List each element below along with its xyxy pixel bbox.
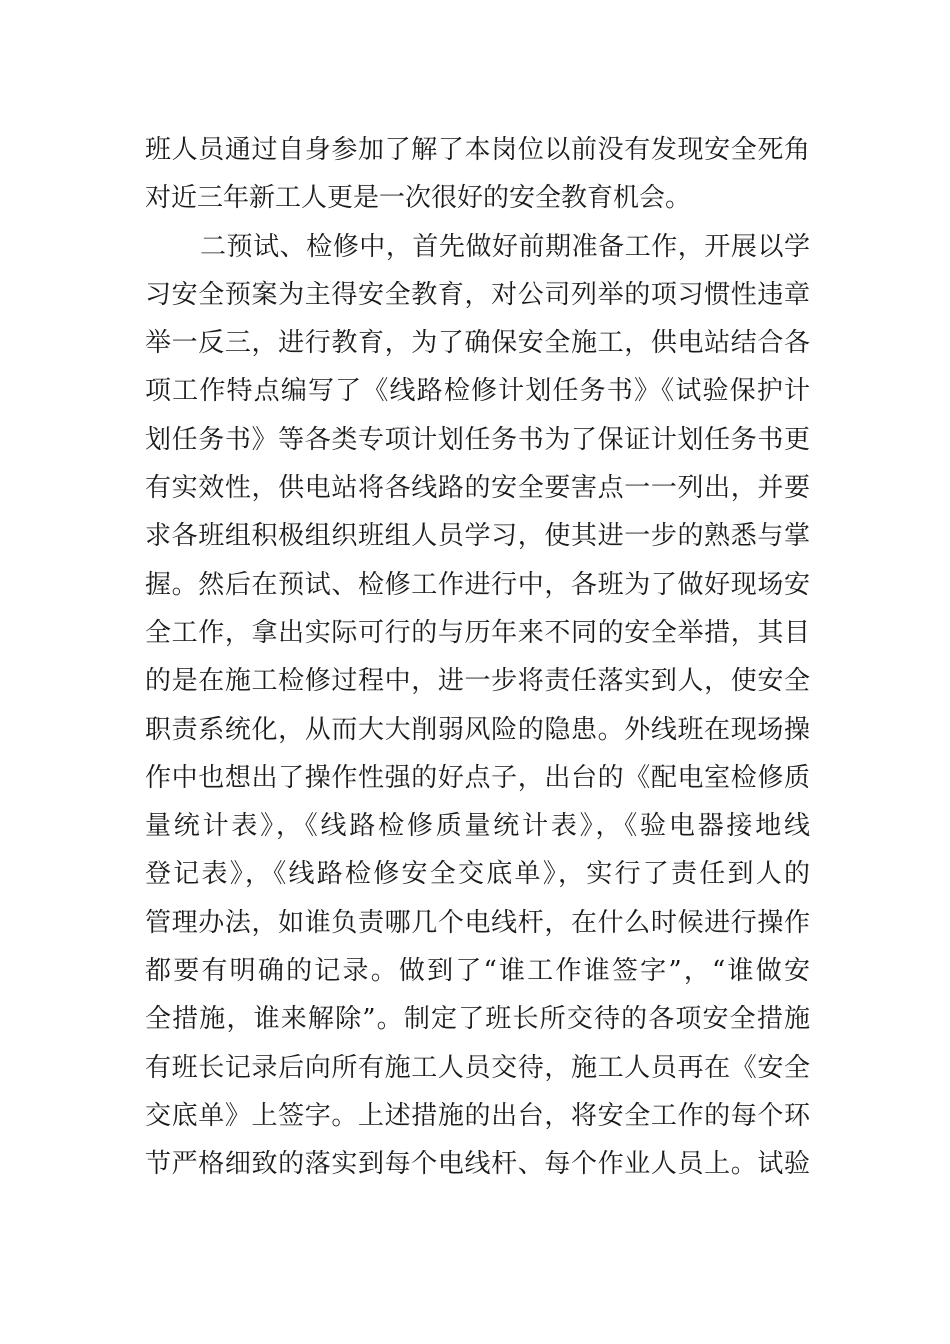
text-line: 交底单》上签字。上述措施的出台，将安全工作的每个环: [145, 1100, 810, 1131]
text-line: 习安全预案为主得安全教育，对公司列举的项习惯性违章: [145, 279, 810, 310]
document-body: [145, 126, 810, 1189]
text-line: 项工作特点编写了《线路检修计划任务书》《试验保护计: [145, 376, 810, 407]
paragraph-2: [145, 223, 810, 1189]
text-line: 举一反三，进行教育，为了确保安全施工，供电站结合各: [145, 328, 810, 359]
text-line: 职责系统化，从而大大削弱风险的隐患。外线班在现场操: [145, 714, 810, 745]
text-line: 划任务书》等各类专项计划任务书为了保证计划任务书更: [145, 424, 810, 455]
text-line: 管理办法，如谁负责哪几个电线杆，在什么时候进行操作: [145, 907, 810, 938]
text-line: 全工作，拿出实际可行的与历年来不同的安全举措，其目: [145, 617, 810, 648]
text-line: 全措施，谁来解除”。制定了班长所交待的各项安全措施: [145, 1004, 810, 1035]
text-line: 握。然后在预试、检修工作进行中，各班为了做好现场安: [145, 569, 810, 600]
text-line: 对近三年新工人更是一次很好的安全教育机会。: [145, 183, 692, 214]
text-line: 节严格细致的落实到每个电线杆、每个作业人员上。试验: [145, 1149, 810, 1180]
text-line: 的是在施工检修过程中，进一步将责任落实到人，使安全: [145, 666, 810, 697]
text-line: 都要有明确的记录。做到了“谁工作谁签字”，“谁做安: [145, 956, 810, 987]
text-line: 作中也想出了操作性强的好点子，出台的《配电室检修质: [145, 762, 810, 793]
text-line: 二预试、检修中，首先做好前期准备工作，开展以学: [200, 231, 810, 262]
text-line: 有班长记录后向所有施工人员交待，施工人员再在《安全: [145, 1052, 810, 1083]
text-line: 有实效性，供电站将各线路的安全要害点一一列出，并要: [145, 473, 810, 504]
text-line: 班人员通过自身参加了解了本岗位以前没有发现安全死角: [145, 135, 810, 165]
text-line: 求各班组积极组织班组人员学习，使其进一步的熟悉与掌: [145, 521, 810, 552]
text-line: 登记表》，《线路检修安全交底单》，实行了责任到人的: [145, 859, 810, 890]
paragraph-1: [145, 126, 810, 223]
text-line: 量统计表》，《线路检修质量统计表》，《验电器接地线: [145, 811, 810, 842]
